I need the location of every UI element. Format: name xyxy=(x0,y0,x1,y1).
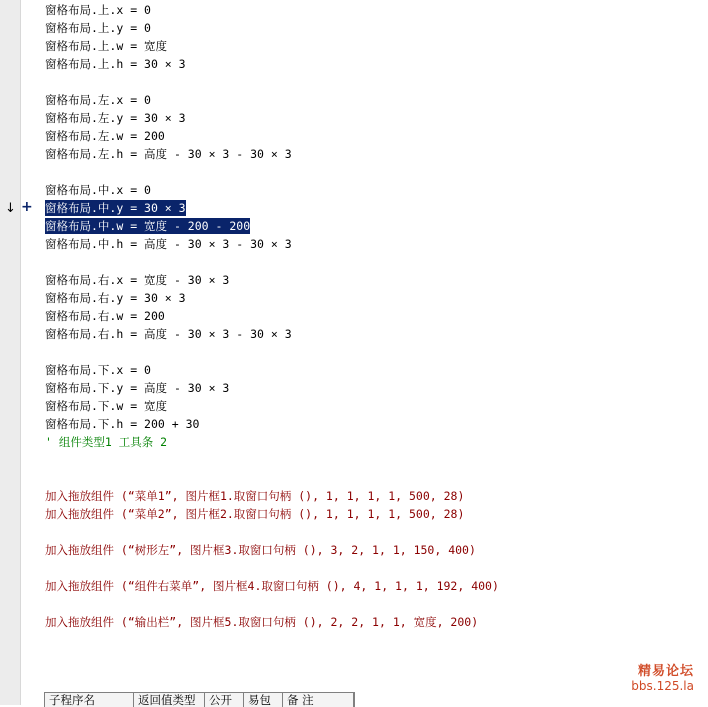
expand-plus-icon[interactable]: + xyxy=(21,199,33,215)
code-line[interactable]: 窗格布局.左.w = 200 xyxy=(45,129,165,143)
column-header[interactable]: 易包 xyxy=(244,693,283,707)
code-line[interactable]: 窗格布局.下.h = 200 + 30 xyxy=(45,417,200,431)
code-line[interactable]: 窗格布局.上.w = 宽度 xyxy=(45,39,168,53)
column-header[interactable]: 子程序名 xyxy=(45,693,134,707)
current-line-arrow-icon: ↓ xyxy=(5,201,16,216)
code-line[interactable]: 窗格布局.上.h = 30 × 3 xyxy=(45,57,186,71)
code-line[interactable]: 窗格布局.右.h = 高度 - 30 × 3 - 30 × 3 xyxy=(45,327,292,341)
code-line[interactable]: 窗格布局.左.h = 高度 - 30 × 3 - 30 × 3 xyxy=(45,147,292,161)
code-line-selected[interactable]: 窗格布局.中.w = 宽度 - 200 - 200 xyxy=(45,219,251,233)
code-line[interactable]: 窗格布局.中.h = 高度 - 30 × 3 - 30 × 3 xyxy=(45,237,292,251)
watermark-url: bbs.125.la xyxy=(631,679,694,693)
code-call-line[interactable]: 加入拖放组件 (“输出栏”, 图片框5.取窗口句柄 (), 2, 2, 1, 1, 宽度, 200) xyxy=(45,615,479,629)
code-line[interactable]: 窗格布局.下.x = 0 xyxy=(45,363,151,377)
code-line[interactable]: 窗格布局.上.y = 0 xyxy=(45,21,151,35)
code-line[interactable]: 窗格布局.下.y = 高度 - 30 × 3 xyxy=(45,381,230,395)
code-line[interactable]: 窗格布局.右.x = 宽度 - 30 × 3 xyxy=(45,273,230,287)
watermark-title: 精易论坛 xyxy=(637,664,694,679)
watermark xyxy=(631,664,694,694)
code-line[interactable]: 窗格布局.右.y = 30 × 3 xyxy=(45,291,186,305)
code-call-line[interactable]: 加入拖放组件 (“菜单1”, 图片框1.取窗口句柄 (), 1, 1, 1, 1, 500, 28) xyxy=(45,489,465,503)
code-line[interactable]: 窗格布局.上.x = 0 xyxy=(45,3,151,17)
column-header[interactable]: 返回值类型 xyxy=(134,693,205,707)
code-comment[interactable]: ' 组件类型1 工具条 2 xyxy=(45,435,168,449)
column-header[interactable]: 公开 xyxy=(205,693,244,707)
code-call-line[interactable]: 加入拖放组件 (“树形左”, 图片框3.取窗口句柄 (), 3, 2, 1, 1, 150, 400) xyxy=(45,543,476,557)
code-line[interactable]: 窗格布局.左.x = 0 xyxy=(45,93,151,107)
code-line[interactable]: 窗格布局.右.w = 200 xyxy=(45,309,165,323)
code-call-line[interactable]: 加入拖放组件 (“组件右菜单”, 图片框4.取窗口句柄 (), 4, 1, 1, 1, 192, 400) xyxy=(45,579,499,593)
code-line-selected[interactable]: 窗格布局.中.y = 30 × 3 xyxy=(45,201,186,215)
code-line[interactable]: 窗格布局.下.w = 宽度 xyxy=(45,399,168,413)
code-call-line[interactable]: 加入拖放组件 (“菜单2”, 图片框2.取窗口句柄 (), 1, 1, 1, 1, 500, 28) xyxy=(45,507,465,521)
column-header[interactable]: 备 注 xyxy=(283,693,354,707)
code-line[interactable]: 窗格布局.中.x = 0 xyxy=(45,183,151,197)
code-line[interactable]: 窗格布局.左.y = 30 × 3 xyxy=(45,111,186,125)
